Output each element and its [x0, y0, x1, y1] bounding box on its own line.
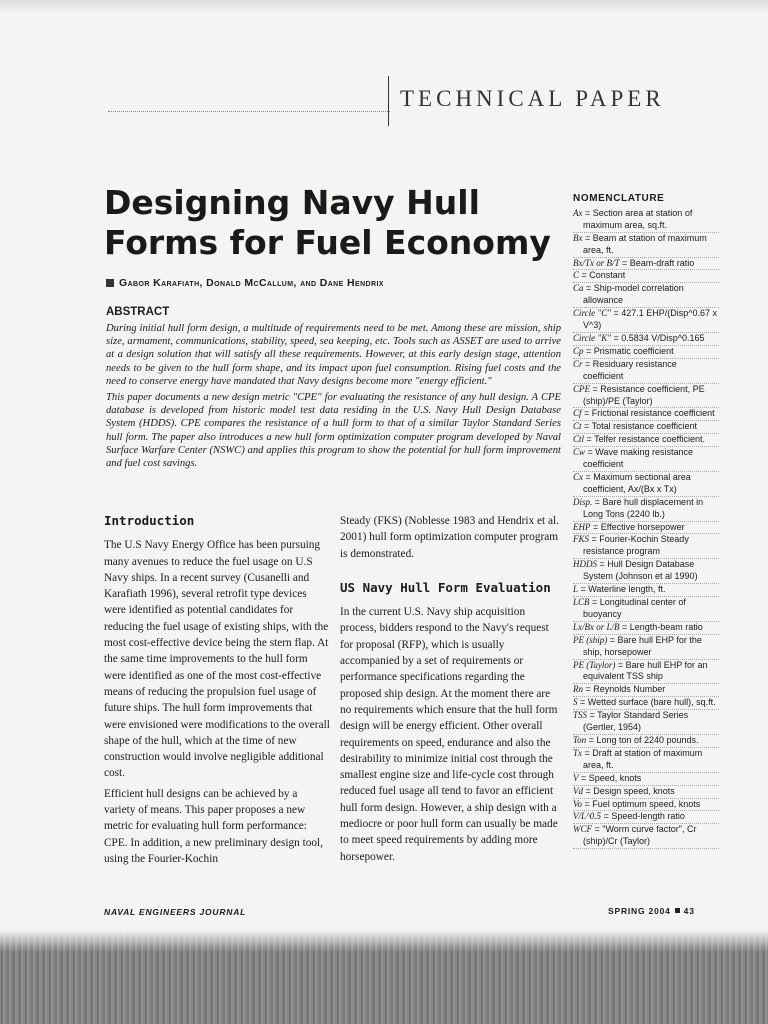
nomenclature-item — [573, 408, 719, 421]
nomenclature-definition: = 0.5834 V/Disp^0.165 — [610, 332, 705, 343]
nomenclature-definition: = Total resistance coefficient — [581, 421, 697, 432]
nomenclature-definition: = Draft at station of maximum area, ft. — [582, 747, 703, 770]
nomenclature-symbol: Disp. — [573, 496, 593, 507]
nomenclature-symbol: C — [573, 270, 580, 281]
nomenclature-item — [573, 584, 719, 597]
footer-issue — [608, 906, 695, 916]
nomenclature-symbol: Circle "K" — [573, 332, 611, 343]
journal-name: NAVAL ENGINEERS JOURNAL — [104, 907, 247, 917]
nomenclature-symbol: WCF — [573, 824, 592, 835]
nomenclature-definition: = Reynolds Number — [583, 684, 666, 695]
nomenclature-item — [573, 697, 719, 710]
nomenclature-symbol: FKS — [573, 534, 590, 545]
nomenclature-definition: = Frictional resistance coefficient — [581, 408, 715, 419]
nomenclature-item — [573, 283, 719, 308]
nomenclature-item — [573, 308, 719, 333]
nomenclature-symbol: V — [573, 772, 579, 783]
nomenclature-item — [573, 597, 719, 622]
nomenclature-definition: = Prismatic coefficient — [583, 345, 674, 356]
nomenclature-symbol: Tx — [573, 747, 582, 758]
header-rule — [108, 111, 390, 112]
nomenclature-symbol: Bx/Tx or B/T — [573, 257, 620, 268]
nomenclature-definition: = 427.1 EHP/(Disp^0.67 x V^3) — [583, 308, 718, 331]
nomenclature-definition: = Telfer resistance coefficient. — [584, 434, 705, 445]
nomenclature-definition: = Beam at station of maximum area, ft. — [582, 232, 707, 255]
nomenclature-item — [573, 660, 719, 685]
nomenclature-symbol: Ton — [573, 734, 587, 745]
nomenclature-item — [573, 359, 719, 384]
nomenclature-item — [573, 622, 719, 635]
nomenclature-symbol: Cf — [573, 408, 582, 419]
nomenclature-definition: = Fuel optimum speed, knots — [582, 798, 701, 809]
nomenclature-definition: = Fourier-Kochin Steady resistance program — [583, 534, 689, 557]
nomenclature-item — [573, 773, 719, 786]
scan-edge-bottom — [0, 930, 768, 1024]
abstract-paragraph: During initial hull form design, a multitude of requirements need to be met. Among these are mission, ship size, armament, communications, stability, speed, sea keeping, etc. Tools such as ASSET are used to arrive at a design solution that will satisfy all these requirements. However, at this early design stage, attention needs to be given to the hull form shape, and its impact upon fuel consumption. Rising fuel costs and the need to conserve energy have mandated that Navy designs become more "energy efficient." — [106, 323, 561, 387]
nomenclature-item — [573, 384, 719, 409]
nomenclature-item — [573, 346, 719, 359]
article-title: Designing Navy Hull Forms for Fuel Economy — [104, 183, 551, 262]
nomenclature-definition: = Bare hull EHP for an equivalent TSS ship — [583, 659, 708, 682]
nomenclature-symbol: Bx — [573, 232, 583, 243]
nomenclature-symbol: V/L^0.5 — [573, 811, 602, 822]
nomenclature-item — [573, 434, 719, 447]
nomenclature-item — [573, 497, 719, 522]
nomenclature-item — [573, 447, 719, 472]
nomenclature-symbol: S — [573, 697, 578, 708]
nomenclature-item — [573, 522, 719, 535]
nomenclature-symbol: Cw — [573, 447, 586, 458]
nomenclature-symbol: Cp — [573, 345, 584, 356]
nomenclature-symbol: Ax — [573, 207, 583, 218]
nomenclature-item — [573, 333, 719, 346]
nomenclature-item — [573, 735, 719, 748]
body-paragraph: Steady (FKS) (Noblesse 1983 and Hendrix et al. 2001) hull form optimization computer program is demonstrated. — [340, 515, 559, 560]
nomenclature-item — [573, 748, 719, 773]
nomenclature-list — [573, 208, 719, 849]
nomenclature-symbol: Vo — [573, 798, 582, 809]
nomenclature-item — [573, 534, 719, 559]
nomenclature-definition: = Long ton of 2240 pounds. — [586, 734, 699, 745]
nomenclature-definition: = Design speed, knots — [583, 785, 675, 796]
nomenclature-item — [573, 421, 719, 434]
nomenclature-symbol: TSS — [573, 710, 588, 721]
nomenclature-definition: = Longitudinal center of buoyancy — [583, 597, 686, 619]
nomenclature-symbol: Ct — [573, 421, 582, 432]
nomenclature-symbol: PE (Taylor) — [573, 659, 616, 670]
nomenclature-symbol: Ca — [573, 283, 584, 294]
nomenclature-item — [573, 472, 719, 497]
nomenclature-definition: = Speed, knots — [578, 772, 642, 783]
introduction-heading: Introduction — [104, 513, 195, 528]
body-paragraph: The U.S Navy Energy Office has been pursuing many avenues to reduce the fuel usage on U.S Navy ships. In a recent survey (Cusanelli and Karafiath 1996), several retrofit type devices were identified as potential candidates for reducing the fuel usage of existing ships, with the most cost-effective device being the stern flap. At the same time improvements to the hull form were identified as one of the most cost-effective means of reducing the propulsion fuel usage of future ships. The hull form improvements that were envisioned were modifications to the overall shape of the hull, which at the time of new construction would involve negligible additional cost. — [104, 539, 330, 780]
nomenclature-item — [573, 786, 719, 799]
nomenclature-definition: = Waterline length, ft. — [578, 584, 666, 595]
nomenclature-symbol: EHP — [573, 521, 591, 532]
nomenclature-item — [573, 799, 719, 812]
nomenclature-symbol: Vd — [573, 785, 583, 796]
body-paragraph: Efficient hull designs can be achieved by a variety of means. This paper proposes a new metric for evaluating hull form performance: CPE. In addition, a new preliminary design tool, using the Fourier-Kochin — [104, 787, 323, 865]
nomenclature-symbol: Ctl — [573, 434, 585, 445]
nomenclature-item — [573, 684, 719, 697]
nomenclature-definition: = Beam-draft ratio — [619, 257, 695, 268]
nomenclature-symbol: Lx/Bx or L/B — [573, 621, 620, 632]
nomenclature-symbol: L — [573, 584, 579, 595]
nomenclature-item — [573, 208, 719, 233]
authors: Gabor Karafiath, Donald McCallum, and Dane Hendrix — [119, 277, 384, 289]
nomenclature-definition: = Length-beam ratio — [619, 621, 703, 632]
nomenclature-item — [573, 233, 719, 258]
nomenclature-definition: = "Worm curve factor", Cr (ship)/Cr (Taylor) — [583, 824, 697, 847]
nomenclature-definition: = Constant — [579, 270, 626, 281]
nomenclature-definition: = Maximum sectional area coefficient, Ax/(Bx x Tx) — [583, 471, 691, 494]
nomenclature-item — [573, 635, 719, 660]
nomenclature-item — [573, 258, 719, 271]
nomenclature-symbol: CPE — [573, 383, 590, 394]
column-middle — [340, 513, 560, 869]
nomenclature-item — [573, 824, 719, 849]
body-paragraph: In the current U.S. Navy ship acquisition process, bidders respond to the Navy's request for proposal (RFP), which is usually accompanied by a set of requirements or performance specifications regarding the proposed ship design. At the moment there are no requirements which ensure that the hull form design will be energy efficient. Other overall requirements on speed, endurance and also the desirability to minimize initial cost through the smallest engine size and life-cycle cost through reduced fuel usage all tend to favor an efficient hull form design. However, a ship design with a mediocre or poor hull form can usually be made to meet speed requirements by adding more horsepower. — [340, 606, 558, 863]
abstract-heading: ABSTRACT — [106, 306, 170, 318]
nomenclature-symbol: Cr — [573, 358, 583, 369]
nomenclature-definition: = Effective horsepower — [590, 521, 685, 532]
abstract-paragraph: This paper documents a new design metric "CPE" for evaluating the resistance of any hull design. A CPE database is developed from historic model test data residing in the U.S. Navy Hull Design Database System (HDDS). CPE compares the resistance of a hull form to that of a similar Taylor Standard Series hull form. The paper also introduces a new hull form optimization computer program developed by Naval Surface Warfare Center (NSWC) and applies this program to show the potential for hull form improvement and fuel cost savings. — [106, 392, 561, 470]
nomenclature-symbol: PE (ship) — [573, 634, 608, 645]
author-bullet-icon — [106, 279, 114, 287]
nomenclature-item — [573, 710, 719, 735]
nomenclature-heading: NOMENCLATURE — [573, 193, 665, 204]
nomenclature-symbol: Cx — [573, 471, 583, 482]
header-divider — [388, 76, 389, 126]
separator-square-icon — [675, 908, 680, 913]
issue-date: SPRING 2004 — [608, 906, 671, 916]
nomenclature-definition: = Hull Design Database System (Johnson et al 1990) — [583, 559, 698, 582]
column-left — [104, 513, 331, 871]
nomenclature-definition: = Resistance coefficient, PE (ship)/PE (Taylor) — [583, 383, 705, 406]
abstract-body — [106, 322, 561, 473]
nomenclature-symbol: Circle "C" — [573, 308, 611, 319]
nomenclature-definition: = Speed-length ratio — [601, 811, 685, 822]
nomenclature-definition: = Residuary resistance coefficient — [582, 358, 677, 381]
nomenclature-item — [573, 270, 719, 283]
nomenclature-definition: = Bare hull displacement in Long Tons (2240 lb.) — [583, 496, 704, 519]
nomenclature-definition: = Wetted surface (bare hull), sq.ft. — [577, 697, 716, 708]
nomenclature-symbol: HDDS — [573, 559, 597, 570]
page-number: 43 — [683, 906, 695, 916]
authors-line — [106, 277, 384, 289]
nomenclature-definition: = Bare hull EHP for the ship, horsepower — [583, 634, 702, 657]
nomenclature-symbol: Rn — [573, 684, 583, 695]
hull-form-evaluation-heading: US Navy Hull Form Evaluation — [340, 579, 551, 595]
nomenclature-definition: = Ship-model correlation allowance — [583, 283, 684, 306]
nomenclature-definition: = Wave making resistance coefficient — [583, 447, 693, 470]
scan-edge-top — [0, 0, 768, 14]
nomenclature-definition: = Section area at station of maximum area, sq.ft. — [582, 207, 693, 230]
nomenclature-sidebar — [573, 193, 719, 849]
nomenclature-definition: = Taylor Standard Series (Gertler, 1954) — [583, 710, 689, 733]
nomenclature-item — [573, 811, 719, 824]
nomenclature-symbol: LCB — [573, 597, 590, 607]
section-label: TECHNICAL PAPER — [400, 86, 665, 111]
nomenclature-item — [573, 559, 719, 584]
